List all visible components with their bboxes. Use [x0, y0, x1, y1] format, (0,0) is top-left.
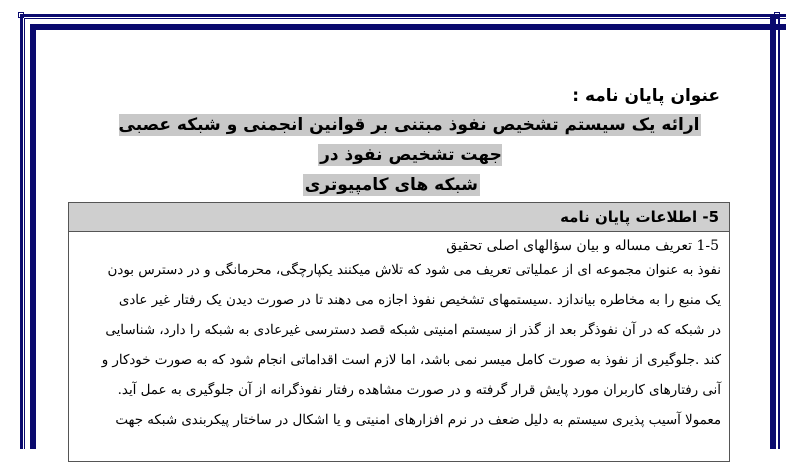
- paragraph-line: نفوذ به عنوان مجموعه ای از عملیاتی تعریف می شود که تلاش میکنند یکپارچگی، محرمانگی و در دسترس بودن: [107, 263, 721, 278]
- section-heading: 5- اطلاعات پایان نامه: [69, 203, 729, 232]
- subsection-heading: 1-5 تعریف مساله و بیان سؤالهای اصلی تحقیق: [446, 238, 719, 254]
- thesis-title-line-2: [100, 170, 720, 200]
- thesis-info-section: [68, 202, 730, 462]
- thesis-title-text-2: شبکه های کامپیوتری: [304, 175, 478, 195]
- thesis-title-block: [100, 82, 720, 200]
- page-border-right: [770, 14, 776, 449]
- page-border-right-thin: [778, 14, 780, 449]
- paragraph-line: کند .جلوگیری از نفوذ به صورت کامل میسر نمی باشد، اما لازم است اقداماتی انجام شود که به صورت خودکار و: [101, 353, 721, 368]
- border-corner-ornament: [774, 12, 780, 18]
- border-corner-ornament: [18, 12, 24, 18]
- thesis-title-label: عنوان پایان نامه :: [572, 86, 720, 106]
- paragraph-line: آنی رفتارهای کاربران مورد پایش قرار گرفته و در صورت مشاهده رفتار نفوذگرانه از آن جلوگیری به عمل آید.: [117, 383, 721, 398]
- paragraph-line: در شبکه که در آن نفوذگر بعد از گذر از سیستم امنیتی شبکه قصد دسترسی غیرعادی به شبکه را دارد، شناسایی: [105, 323, 721, 338]
- thesis-title-text-1: ارائه یک سیستم تشخیص نفوذ مبتنی بر قوانین انجمنی و شبکه عصبی جهت تشخیص نفوذ در: [118, 115, 700, 165]
- paragraph-line: یک منبع را به مخاطره بیاندازد .سیستمهای تشخیص نفوذ اجازه می دهند تا در صورت دیدن یک رفتار غیر عادی: [118, 293, 721, 308]
- body-paragraph: [69, 256, 729, 436]
- thesis-title-line-1: [100, 110, 720, 170]
- paragraph-line: معمولا آسیب پذیری سیستم به دلیل ضعف در نرم افزارهای امنیتی و یا اشکال در ساختار پیکربندی شبکه جهت: [115, 413, 721, 428]
